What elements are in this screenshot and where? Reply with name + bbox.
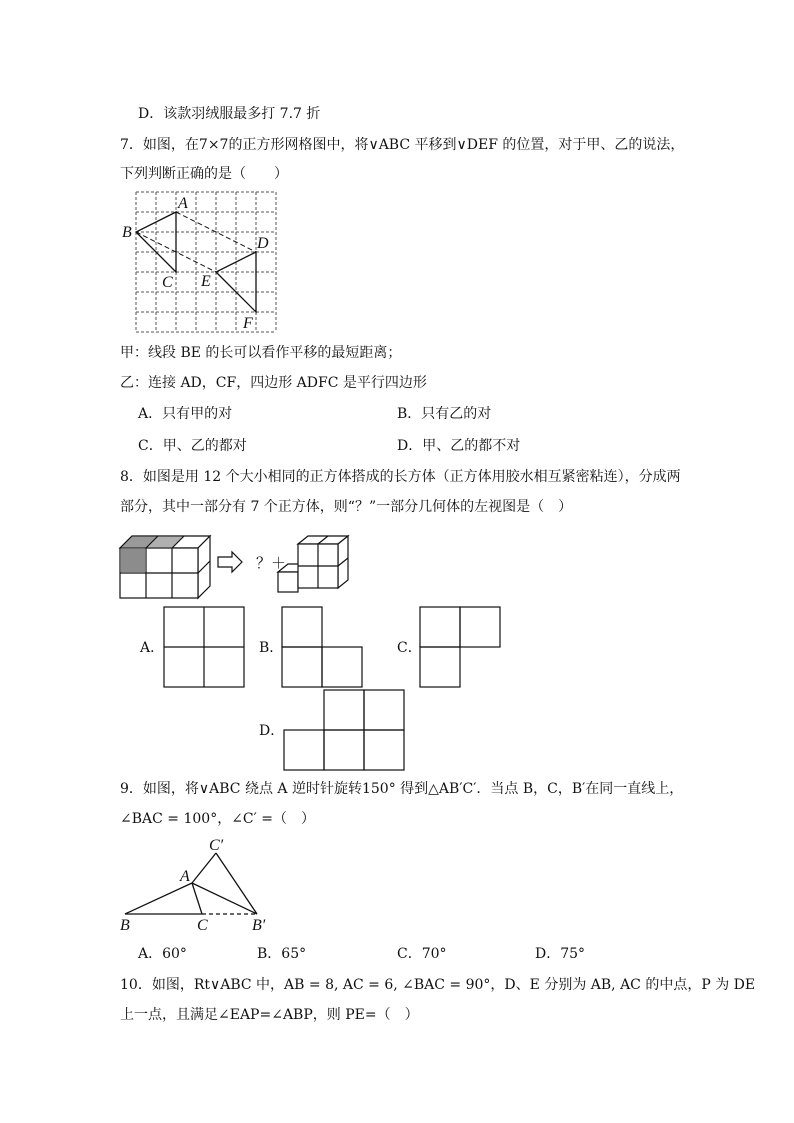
q8-stem-line1: 8．如图是用 12 个大小相同的正方体搭成的长方体（正方体用胶水相互紧密粘连），分成两 (120, 469, 681, 485)
q7-option-a: A．只有甲的对 (138, 406, 233, 422)
q9-rotation-figure (116, 836, 286, 936)
q7-statement-jia: 甲：线段 BE 的长可以看作平移的最短距离； (120, 345, 402, 361)
q9-segment-AC-prime (192, 853, 216, 883)
q8-shaded-cube-front (121, 549, 145, 572)
q9-stem-line1: 9．如图，将∨ABC 绕点 A 逆时针旋转150° 得到△AB′C′．当点 B，C，B′在同一直线上， (120, 781, 684, 797)
q8-option-d-view (283, 689, 407, 771)
q7-stem-line1: 7．如图，在7×7的正方形网格图中，将∨ABC 平移到∨DEF 的位置，对于甲、乙的说法， (120, 137, 685, 153)
q9-option-b: B．65° (257, 946, 307, 962)
q6-option-d: D．该款羽绒服最多打 7.7 折 (138, 106, 321, 122)
q9-label-B-prime: B′ (252, 917, 266, 934)
q10-stem-line2: 上一点，且满足∠EAP=∠ABP，则 PE=（ ） (120, 1007, 419, 1023)
q8-option-a-letter: A． (140, 640, 165, 656)
q7-option-b: B．只有乙的对 (397, 406, 492, 422)
q9-label-C-prime: C′ (209, 837, 224, 854)
q9-label-C: C (197, 917, 208, 934)
q9-option-d: D．75° (535, 946, 586, 962)
q8-option-b-letter: B． (259, 640, 284, 656)
q7-label-C: C (162, 274, 173, 291)
q8-cuboid-figure (118, 530, 368, 600)
q9-segment-BA (125, 883, 192, 914)
q7-option-d: D．甲、乙的都不对 (397, 438, 521, 454)
q7-option-c: C．甲、乙的都对 (138, 438, 247, 454)
q8-equation: ？＋ (256, 554, 287, 572)
q8-stem-line2: 部分，其中一部分有 7 个正方体，则“？”一部分几何体的左视图是（ ） (120, 499, 573, 515)
q8-option-c-view (419, 606, 503, 688)
q8-option-d-letter: D． (259, 723, 285, 739)
q8-option-a-view (163, 606, 247, 688)
q7-label-F: F (243, 315, 253, 332)
q8-option-c-letter: C． (397, 640, 422, 656)
q9-option-a: A．60° (138, 946, 187, 962)
q9-label-A: A (180, 868, 190, 885)
q9-option-c: C．70° (397, 946, 447, 962)
q7-label-D: D (257, 235, 269, 252)
q8-option-b-view (281, 606, 365, 688)
q7-label-E: E (201, 273, 211, 290)
q9-label-B: B (120, 917, 130, 934)
q7-label-A: A (178, 195, 188, 212)
q10-stem-line1: 10．如图，Rt∨ABC 中，AB = 8, AC = 6, ∠BAC = 90°，D、E 分别为 AB, AC 的中点，P 为 DE (120, 977, 756, 993)
q7-grid-figure (116, 186, 286, 336)
q7-statement-yi: 乙：连接 AD，CF，四边形 ADFC 是平行四边形 (120, 375, 427, 391)
q7-label-B: B (122, 224, 132, 241)
q8-arrow-icon (218, 552, 242, 572)
q7-stem-line2: 下列判断正确的是（ ） (120, 166, 288, 182)
q9-stem-line2: ∠BAC = 100°，∠C′ =（ ） (120, 811, 315, 827)
